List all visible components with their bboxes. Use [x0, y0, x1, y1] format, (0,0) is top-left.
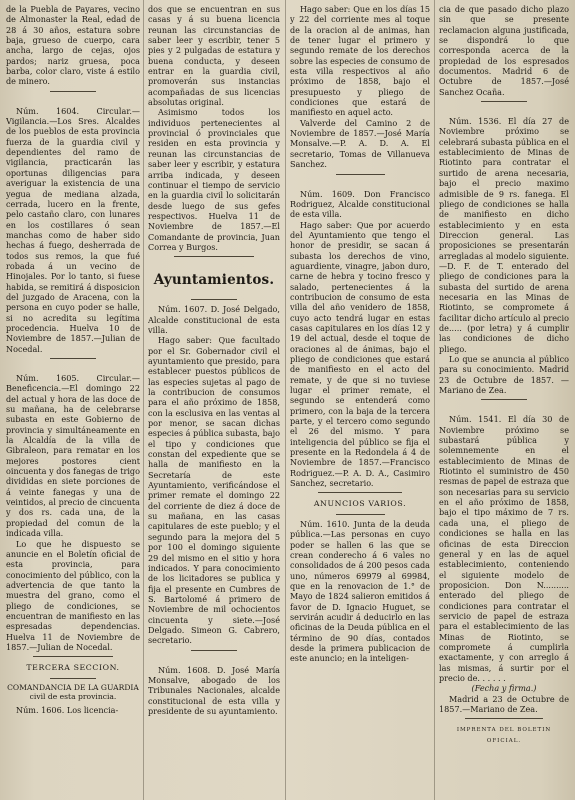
paragraph-1609: Núm. 1609. Don Francisco Rodriguez, Alcalde constitucional de esta villa.: [290, 188, 430, 220]
divider: [336, 174, 385, 175]
divider: [174, 256, 253, 257]
divider: [33, 656, 113, 657]
paragraph-announcement: Lo que he dispuesto se anuncie en el Boletín oficial de esta provincia, para conocimiento del público, con la advertencia de que tanto la muestra del grano, como el pliego de condiciones, se encuentran de manifiesto en las espresadas dependencias. Huelva 11 de Noviembre de 1857.—Julian de Nocedal.: [6, 538, 140, 652]
divider: [465, 718, 543, 719]
column-divider: [285, 0, 286, 800]
paragraph-continuation: cia de que pasado dicho plazo sin que se presente reclamacion alguna justificada, se dispondrá lo que corresponda acerca de la propiedad de los espresados documentos. Madrid 6 de Octubre de 1857.—José Sanchez Ocaña.: [439, 4, 569, 97]
divider: [50, 358, 97, 359]
column-1: [6, 4, 140, 792]
divider: [318, 492, 402, 493]
section-subheading-comandancia: COMANDANCIA DE LA GUARDIA civil de esta provincia.: [7, 682, 139, 701]
divider: [50, 678, 97, 679]
column-divider: [143, 0, 144, 800]
paragraph-1604: Núm. 1604. Circular.—Vigilancia.—Los Sres. Alcaldes de los pueblos de esta provincia fuerza de la guardia civil y dependientes del ramo de vigilancia, practicarán las oportunas diligencias para averiguar la existencia de una yegua de mediana alzada, cerrada, lucero en la frente, pelo castaño claro, con lunares en los costillares ó sean manchas como de haber sido hechas á fuego, desherrada de todos sus remos, la que fué robada á un vecino de Hinojales. Por lo tanto, si fuese habida, se remitirá á disposicion del juzgado de Aracena, con la persona en cuyo poder se halle, si no acredita su legítima procedencia. Huelva 10 de Noviembre de 1857.—Julian de Nocedal.: [6, 105, 140, 354]
divider: [336, 514, 385, 515]
divider: [191, 650, 237, 651]
divider: [50, 91, 97, 92]
paragraph-madrid: Madrid a 23 de Octubre de 1857.—Mariano de Zea.: [439, 693, 569, 714]
paragraph-hago-saber-redondela: Hago saber: Que por acuerdo del Ayuntamiento que tengo el honor de presidir, se sacan á subasta los derechos de vino, aguardiente, vinagre, jabon duro, carne de hebra y tocino fresco y salado, pertenecientes á la contribucion de consumo de esta villa del año venidero de 1858, cuyo acto tendrá lugar en estas casas capitulares en los días 12 y 19 del actual, desde el toque de oraciones al de ánimas, bajo el pliego de condiciones que estará de manifiesto en el acto del remate, y de que si no tuviese lugar el primer remate, el segundo se entenderá como primero, con la baja de la tercera parte, y el tercero como segundo el 26 del mismo. Y para inteligencia del público se fija el presente en la Redondela á 4 de Noviembre de 1857.—Francisco Rodriguez.—P. A. D. A., Casimiro Sanchez, secretario.: [290, 219, 430, 489]
column-4: [439, 4, 569, 792]
paragraph-suspect-description: de la Puebla de Payares, vecino de Almonaster la Real, edad de 28 á 30 años, estatura sobre baja, grueso de cuerpo, cara ancha, largo de cejas, ojos pardos; nariz gruesa, poca barba, color claro, viste á estilo de minero.: [6, 4, 140, 87]
paragraph-hago-saber: Hago saber: Que facultado por el Sr. Gobernador civil el ayuntamiento que presido, para establecer puestos públicos de las especies sujetas al pago de la contribucion de consumos para el año próximo de 1858, con la esclusiva en las ventas al por menor, se sacan dichas especies á pública subasta, bajo el tipo y condiciones que constan del expediente que se halla de manifiesto en la Secretaría de este Ayuntamiento, verificándose el primer remate el domingo 22 del corriente de diez á doce de su mañana, en las casas capitulares de este pueblo; y el segundo para la mejora del 5 por 100 el domingo siguiente 29 del mismo en el sitio y hora indicados. Y para conocimiento de los licitadores se publica y fija el presente en Cumbres de S. Bartolomé á primero de Noviembre de mil ochocientos cincuenta y siete.—José Delgado. Simeon G. Cabrero, secretario.: [148, 335, 280, 646]
column-3: [290, 4, 430, 792]
paragraph-valverde-signature: Valverde del Camino 2 de Noviembre de 1857.—José María Monsalve.—P. A. D. A. El secretario, Tomas de Villanueva Sanchez.: [290, 117, 430, 170]
paragraph-1606: Núm. 1606. Los licencia-: [16, 704, 119, 715]
divider: [481, 399, 527, 400]
paragraph-hago-saber-valverde: Hago saber: Que en los días 15 y 22 del corriente mes al toque de la oracion al de animas, han de tener lugar el primero y segundo remate de los derechos sobre las especies de consumo de esta villa respectivos al año próximo de 1858, bajo el presupuesto y pliego de condiciones que estará de manifiesto en aquel acto.: [290, 4, 430, 118]
paragraph-1605: Núm. 1605. Circular.—Beneficencia.—El domingo 22 del actual y hora de las doce de su mañana, ha de celebrarse subasta en este Gobierno de provincia y simultáneamente en la Alcaldía de la villa de Gibraleon, para rematar en los mejores postores cient oincuenta y dos fanegas de trigo divididas en siete porciones de á veinte fanegas y una de veintidos, al precio de cincuenta y dos rs. cada una, de la propiedad del comun de la indicada villa.: [6, 373, 140, 539]
divider: [191, 299, 237, 300]
paragraph-1541: Núm. 1541. El día 30 de Noviembre próximo se subastará pública y solemnemente en el establecimiento de Minas de Riotinto el suministro de 450 resmas de papel de estraza que son necesarias para su servicio en el año próximo de 1858, bajo el tipo máximo de 7 rs. cada una, el pliego de condiciones se halla en las oficinas de esta Direccion general y en las de aquel establecimiento, conteniendo el siguiente modelo de proposicion. Don N.......... enterado del pliego de condiciones para contratar el servicio de papel de estraza para el establecimiento de las Minas de Riotinto, se compromete á cumplirla exactamente, y con arreglo á las mismas, á surtir por el precio de. . . . . .: [439, 414, 569, 683]
paragraph-licenciados: dos que se encuentran en sus casas y á su buena licencia reunan las circunstancias de saber leer y escribir, tener 5 pies y 2 pulgadas de estatura y buena conducta, y deseen entrar en la guardia civil, promoverán sus instancias acompañadas de sus licencias absolutas original.: [148, 4, 280, 108]
paragraph-1608: Núm. 1608. D. José María Monsalve, abogado de los Tribunales Nacionales, alcalde constitucional de esta villa y presidente de su ayuntamiento.: [148, 664, 280, 716]
column-2: [148, 4, 280, 792]
column-divider: [434, 0, 435, 800]
section-heading-ayuntamientos: Ayuntamientos.: [153, 272, 275, 289]
paragraph-1536: Núm. 1536. El día 27 de Noviembre próximo se celebrará subasta pública en el establecimiento de Minas de Riotinto para contratar el surtido de arena necesaria, bajo el precio maximo admisible de 9 rs. fanega. El pliego de condiciones se halla de manifiesto en dicho establecimiento y en esta Direccion general. Las proposiciones se presentarán arregladas al modelo siguiente.—D. F. de T. enterado del pliego de condiciones para la subasta del surtido de arena necesaria en las Minas de Riotinto, se compromete á facilitar dicho artículo al precio de..... (por letra) y á cumplir las condiciones de dicho pliego.: [439, 116, 569, 354]
paragraph-1607: Núm. 1607. D. José Delgado, Alcalde constitucional de esta villa.: [148, 304, 280, 335]
printer-imprint: IMPRENTA DEL BOLETIN OFICIAL.: [456, 727, 552, 744]
paragraph-lo-que: Lo que se anuncia al público para su conocimiento. Madrid 23 de Octubre de 1857. —Mariano de Zea.: [439, 354, 569, 396]
paragraph-asimismo: Asimismo todos los individuos pertenecientes al provincial ó provinciales que residen en esta provincia y reunan las circunstancias de saber leer y escribir, y estatura arriba indicada, y deseen continuar el tiempo de servicio en la guardia civil lo solicitarán desde luego de sus gefes respectivos. Huelva 11 de Noviembre de 1857.—El Comandante de provincia, Juan Correa y Burgos.: [148, 107, 280, 252]
section-heading-tercera: TERCERA SECCION.: [26, 663, 120, 673]
divider: [481, 101, 527, 102]
paragraph-1610: Núm. 1610. Junta de la deuda pública.—Las personas en cuyo poder se hallen 6 las que se crean conderecho á 6 vales no consolidados de á 200 pesos cada uno, números 69979 al 69984, que en la renovacion de 1.° de Mayo de 1824 salieron emitidos á favor de D. Ignacio Huguet, se servirán acudir á deducirlo en las oficinas de la Deuda pública en el término de 90 días, contados desde la primera publicacion de este anuncio; en la inteligen-: [290, 518, 430, 664]
section-heading-anuncios: ANUNCIOS VARIOS.: [313, 499, 407, 509]
fecha-y-firma: (Fecha y firma.): [471, 683, 537, 694]
